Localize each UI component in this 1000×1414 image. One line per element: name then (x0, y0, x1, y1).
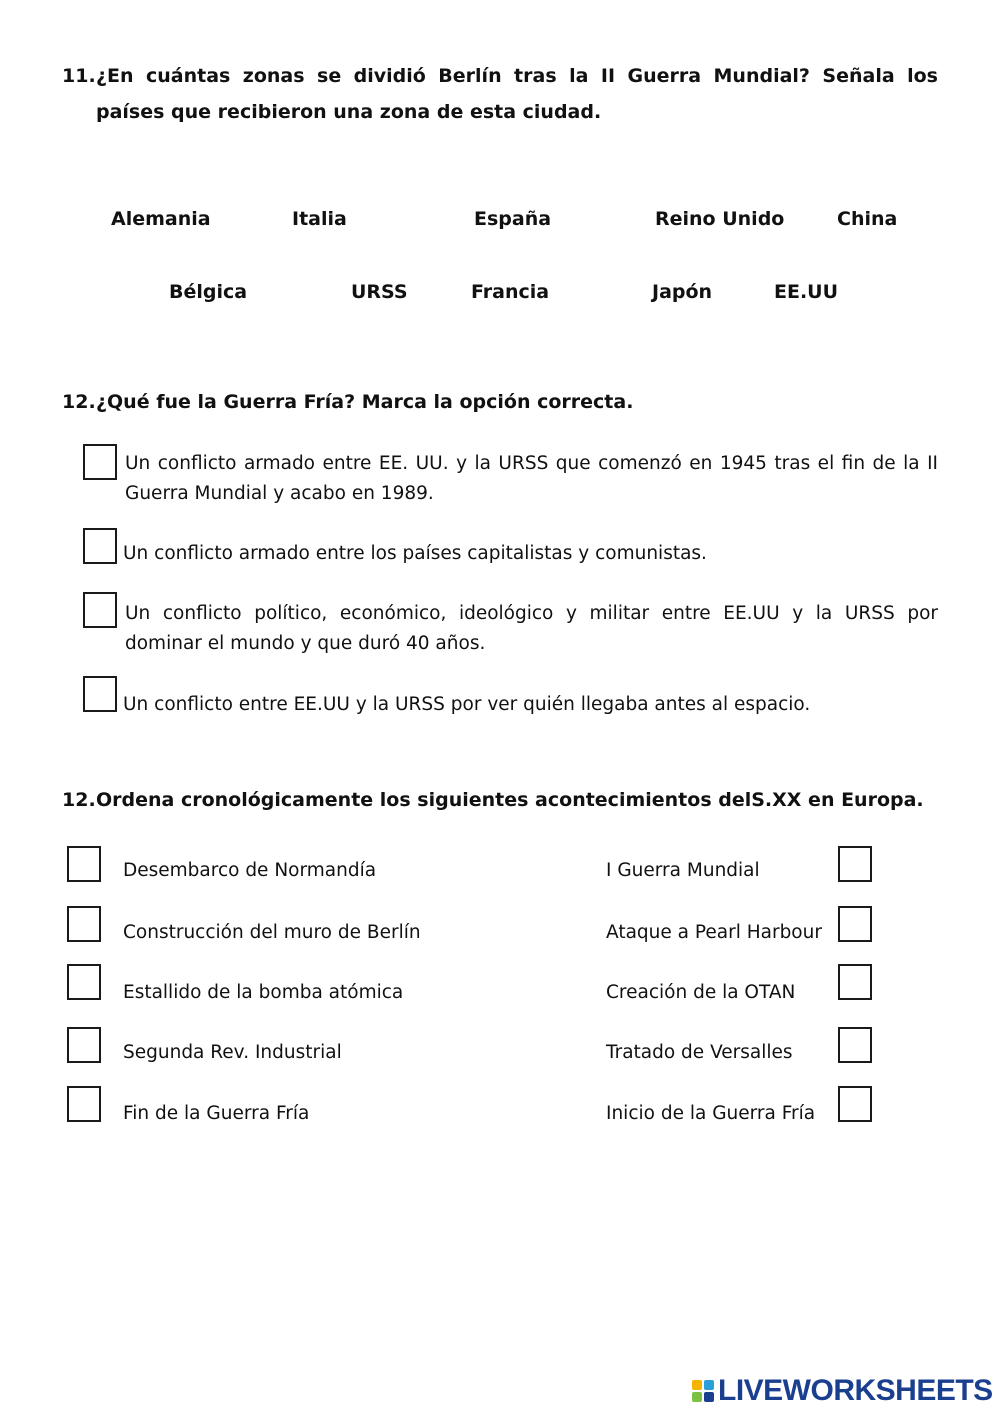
answer-option-text: Un conflicto político, económico, ideológico y militar entre EE.UU y la URSS por dominar el mundo y que duró 40 años. (125, 603, 938, 654)
order-input-box[interactable] (67, 1086, 101, 1122)
country-option[interactable]: Alemania (111, 208, 211, 230)
logo-text: LIVEWORKSHEETS (718, 1374, 993, 1407)
logo-tile (704, 1392, 714, 1402)
event-label: Creación de la OTAN (606, 982, 796, 1003)
answer-option-text: Un conflicto armado entre EE. UU. y la URSS que comenzó en 1945 tras el fin de la II Guerra Mundial y acabo en 1989. (125, 453, 938, 504)
event-label: Ataque a Pearl Harbour (606, 922, 822, 943)
event-label: Construcción del muro de Berlín (123, 922, 421, 943)
country-option[interactable]: Japón (652, 281, 713, 303)
answer-checkbox[interactable] (83, 676, 117, 712)
question-11-title (62, 58, 938, 130)
order-input-box[interactable] (838, 846, 872, 882)
answer-checkbox[interactable] (83, 444, 117, 480)
question-text: ¿En cuántas zonas se dividió Berlín tras la II Guerra Mundial? Señala los países que recibieron una zona de esta ciudad. (96, 65, 938, 123)
order-input-box[interactable] (838, 1086, 872, 1122)
order-input-box[interactable] (838, 1027, 872, 1063)
event-label: Fin de la Guerra Fría (123, 1103, 310, 1124)
country-option[interactable]: Bélgica (169, 281, 248, 303)
country-option[interactable]: EE.UU (774, 281, 839, 303)
question-12-order-title (62, 782, 938, 818)
country-option[interactable]: URSS (351, 281, 408, 303)
country-option[interactable]: China (837, 208, 898, 230)
order-input-box[interactable] (67, 846, 101, 882)
logo-tiles-icon (692, 1380, 714, 1402)
country-option[interactable]: Italia (292, 208, 347, 230)
event-label: Inicio de la Guerra Fría (606, 1103, 816, 1124)
answer-checkbox[interactable] (83, 592, 117, 628)
logo-tile (692, 1380, 702, 1390)
logo-tile (692, 1392, 702, 1402)
answer-checkbox[interactable] (83, 528, 117, 564)
question-text: Ordena cronológicamente los siguientes acontecimientos delS.XX en Europa. (96, 789, 924, 811)
answer-option-text: Un conflicto armado entre los países capitalistas y comunistas. (123, 543, 707, 564)
question-number: 12. (62, 391, 96, 413)
event-label: Estallido de la bomba atómica (123, 982, 404, 1003)
order-input-box[interactable] (838, 906, 872, 942)
country-option[interactable]: España (474, 208, 552, 230)
answer-option-text: Un conflicto entre EE.UU y la URSS por ver quién llegaba antes al espacio. (123, 694, 811, 715)
country-option[interactable]: Francia (471, 281, 550, 303)
liveworksheets-logo (692, 1374, 993, 1408)
order-input-box[interactable] (67, 1027, 101, 1063)
question-number: 11. (62, 65, 96, 87)
question-number: 12. (62, 789, 96, 811)
logo-tile (704, 1380, 714, 1390)
event-label: Segunda Rev. Industrial (123, 1042, 342, 1063)
question-text: ¿Qué fue la Guerra Fría? Marca la opción correcta. (96, 391, 634, 413)
order-input-box[interactable] (838, 964, 872, 1000)
question-12-title (62, 384, 938, 420)
order-input-box[interactable] (67, 906, 101, 942)
country-option[interactable]: Reino Unido (655, 208, 785, 230)
event-label: Tratado de Versalles (606, 1042, 793, 1063)
event-label: Desembarco de Normandía (123, 860, 377, 881)
event-label: I Guerra Mundial (606, 860, 760, 881)
order-input-box[interactable] (67, 964, 101, 1000)
